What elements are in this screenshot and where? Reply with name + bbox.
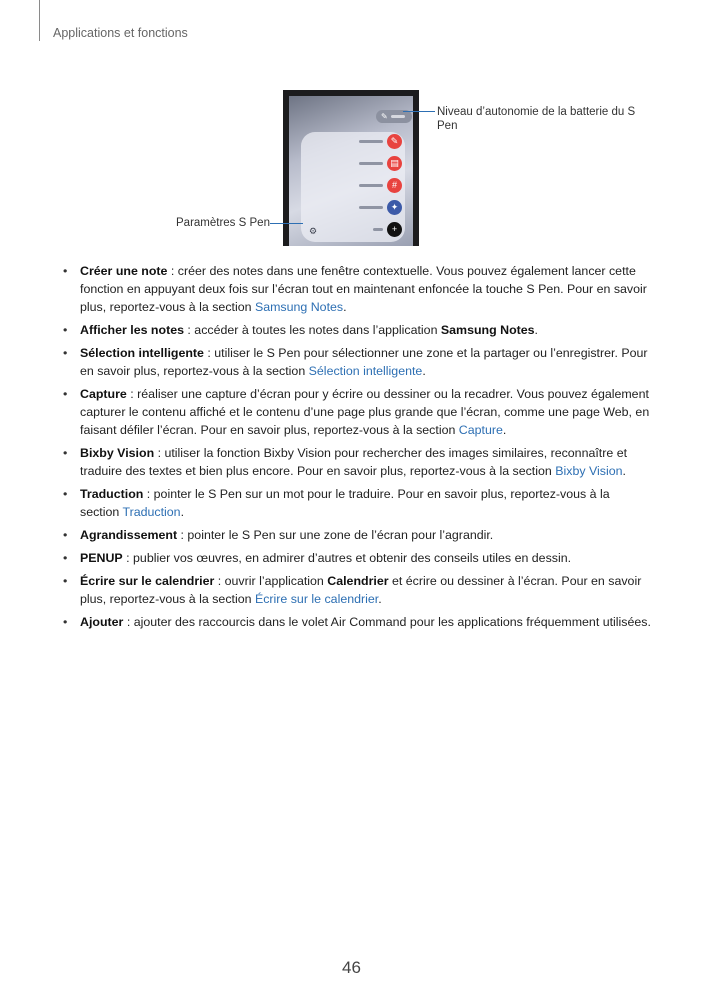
item-label-placeholder: [373, 228, 383, 231]
description-text: : accéder à toutes les notes dans l’application: [183, 323, 441, 337]
section-header: Applications et fonctions: [53, 26, 188, 40]
description-text: : ajouter des raccourcis dans le volet Air Command pour les applications fréquemment utilisées.: [123, 615, 651, 629]
air-command-item: [289, 134, 413, 150]
air-command-item: [289, 156, 413, 172]
callout-battery-label: Niveau d’autonomie de la batterie du S Pen: [437, 106, 636, 132]
screen-write-icon: ✦: [387, 200, 402, 215]
list-item: • Traduction : pointer le S Pen sur un mot pour le traduire. Pour en savoir plus, reportez-vous à la section Traduction.: [60, 485, 652, 521]
phone-screen: [289, 96, 413, 246]
description-text: .: [622, 464, 626, 478]
settings-gear-icon: ⚙: [309, 226, 318, 236]
description-text: : réaliser une capture d’écran pour y écrire ou dessiner ou la recadrer. Vous pouvez également capturer le contenu affiché et le contenu d’une page plus grande que l’écran, comme une page Web, en faisant défiler l’écran. Pour en savoir plus, reportez-vous à la section: [80, 387, 650, 437]
add-shortcut-icon: +: [387, 222, 402, 237]
smart-select-icon: #: [387, 178, 402, 193]
list-item: • Ajouter : ajouter des raccourcis dans le volet Air Command pour les applications fréquemment utilisées.: [60, 613, 652, 631]
link-write-calendar[interactable]: Écrire sur le calendrier: [254, 592, 379, 606]
air-command-item: [289, 178, 413, 194]
list-item: • Afficher les notes : accéder à toutes les notes dans l’application Samsung Notes.: [60, 321, 652, 339]
view-notes-icon: ▤: [387, 156, 402, 171]
item-label-placeholder: [359, 184, 383, 187]
description-text: .: [534, 323, 538, 337]
item-label-placeholder: [359, 162, 383, 165]
list-item: • Sélection intelligente : utiliser le S Pen pour sélectionner une zone et la partager ou l’enregistrer. Pour en savoir plus, reportez-vous à la section Sélection intelligente.: [60, 344, 652, 380]
description-text: .: [378, 592, 382, 606]
callout-line-settings: [270, 223, 303, 224]
list-item: • PENUP : publier vos œuvres, en admirer d’autres et obtenir des conseils utiles en dessin.: [60, 549, 652, 567]
description-text: : publier vos œuvres, en admirer d’autres et obtenir des conseils utiles en dessin.: [122, 551, 572, 565]
list-item: • Créer une note : créer des notes dans une fenêtre contextuelle. Vous pouvez également lancer cette fonction en appuyant deux fois sur l’écran tout en maintenant enfoncée la touche S Pen. Pour en savoir plus, reportez-vous à la section Samsung Notes.: [60, 262, 652, 316]
list-item: • Capture : réaliser une capture d’écran pour y écrire ou dessiner ou la recadrer. Vous pouvez également capturer le contenu affiché et le contenu d’une page plus grande que l’écran, comme une page Web, en faisant défiler l’écran. Pour en savoir plus, reportez-vous à la section Capture.: [60, 385, 652, 439]
callout-settings-label: Paramètres S Pen: [176, 217, 270, 229]
battery-level-bar: [391, 115, 405, 118]
description-text: : ouvrir l’application: [214, 574, 328, 588]
page-number: 46: [342, 958, 361, 977]
feature-list: [60, 262, 652, 636]
description-text: .: [502, 423, 507, 437]
header-divider: [39, 0, 40, 41]
description-text: : utiliser le S Pen pour sélectionner une zone et la partager ou l’enregistrer. Pour en savoir plus, reportez-vous à la section: [80, 346, 648, 378]
list-item: • Écrire sur le calendrier : ouvrir l’application Calendrier et écrire ou dessiner à l’écran. Pour en savoir plus, reportez-vous à la section Écrire sur le calendrier.: [60, 572, 652, 608]
air-command-item: [289, 222, 413, 238]
link-bixby-vision[interactable]: Bixby Vision: [555, 464, 623, 478]
description-text: .: [180, 505, 185, 519]
description-text: : pointer le S Pen sur un mot pour le traduire. Pour en savoir plus, reportez-vous à la section: [80, 487, 610, 519]
air-command-item: [289, 200, 413, 216]
list-item: • Agrandissement : pointer le S Pen sur une zone de l’écran pour l’agrandir.: [60, 526, 652, 544]
air-command-illustration: [283, 90, 419, 246]
description-text: .: [422, 364, 426, 378]
link-smart-select[interactable]: Sélection intelligente: [308, 364, 423, 378]
description-text: et écrire ou dessiner à l’écran. Pour en savoir plus, reportez-vous à la section: [80, 574, 642, 606]
item-label-placeholder: [359, 206, 383, 209]
description-text: : pointer le S Pen sur une zone de l’écran pour l’agrandir.: [177, 528, 494, 542]
description-text: .: [343, 300, 347, 314]
create-note-icon: ✎: [387, 134, 402, 149]
pen-icon: ✎: [381, 112, 388, 121]
description-text: : créer des notes dans une fenêtre contextuelle. Vous pouvez également lancer cette fonction en appuyant deux fois sur l’écran tout en maintenant enfoncée la touche S Pen. Pour en savoir plus, reportez-vous à la section: [80, 264, 647, 314]
link-capture[interactable]: Capture: [458, 423, 503, 437]
link-translation[interactable]: Traduction: [122, 505, 181, 519]
list-item: • Bixby Vision : utiliser la fonction Bixby Vision pour rechercher des images similaires, reconnaître et traduire des textes et bien plus encore. Pour en savoir plus, reportez-vous à la section Bixby Vision.: [60, 444, 652, 480]
link-samsung-notes[interactable]: Samsung Notes: [254, 300, 344, 314]
item-label-placeholder: [359, 140, 383, 143]
description-text: : utiliser la fonction Bixby Vision pour rechercher des images similaires, reconnaître et traduire des textes et bien plus encore. Pour en savoir plus, reportez-vous à la section: [80, 446, 628, 478]
callout-line-battery: [403, 111, 435, 112]
